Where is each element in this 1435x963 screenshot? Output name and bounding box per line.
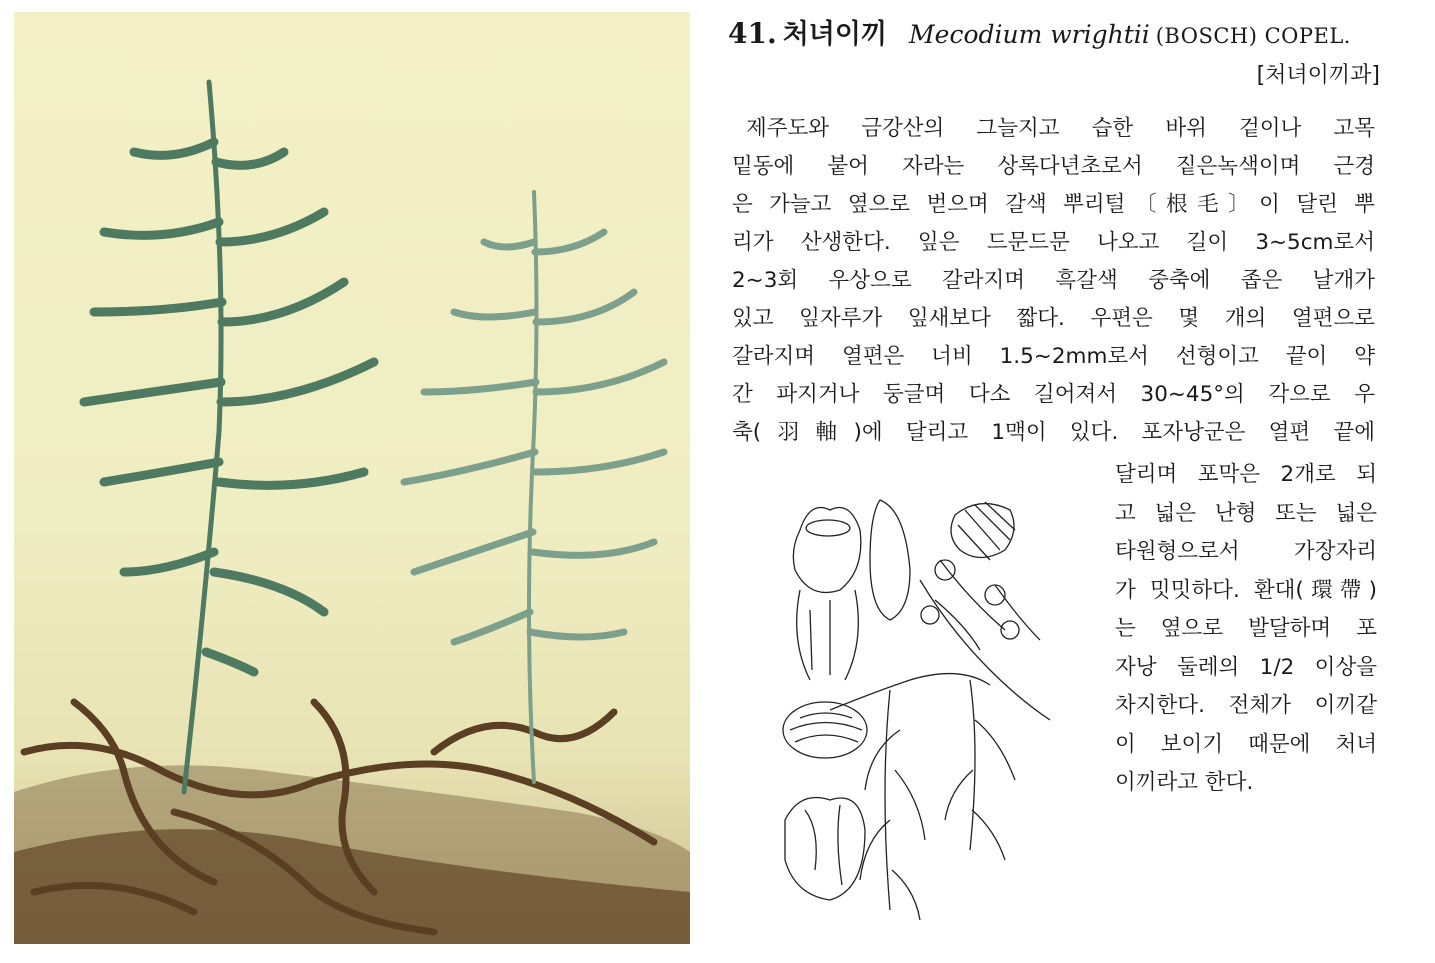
description-line: 제주도와 금강산의 그늘지고 습한 바위 겉이나 고목 xyxy=(746,116,1375,141)
side-line: 이끼라고 한다. xyxy=(1115,770,1254,795)
description-line: 2~3회 우상으로 갈라지며 흑갈색 중축에 좁은 날개가 xyxy=(732,268,1375,293)
side-line: 달리며 포막은 2개로 되 xyxy=(1115,462,1377,487)
description-line: 은 가늘고 옆으로 벋으며 갈색 뿌리털〔根毛〕이 달린 뿌 xyxy=(732,192,1375,217)
side-line: 가 밋밋하다. 환대(環帶) xyxy=(1115,577,1377,603)
description-line: 간 파지거나 둥글며 다소 길어져서 30~45°의 각으로 우 xyxy=(732,382,1375,407)
description-line: 갈라지며 열편은 너비 1.5~2mm로서 선형이고 끝이 약 xyxy=(732,344,1375,369)
specimen-photo xyxy=(14,12,690,944)
side-line: 자낭 둘레의 1/2 이상을 xyxy=(1115,654,1377,680)
description-continued xyxy=(1115,456,1377,803)
side-line: 타원형으로서 가장자리 xyxy=(1115,539,1377,564)
side-line: 고 넓은 난형 또는 넓은 xyxy=(1115,500,1377,526)
scientific-name: Mecodium wrightii xyxy=(909,20,1150,49)
fern-specimen-icon xyxy=(14,12,690,944)
botanical-drawing-icon xyxy=(770,490,1100,950)
family-name: [처녀이끼과] xyxy=(1256,63,1380,88)
entry-header xyxy=(728,12,1388,52)
author-citation: (BOSCH) COPEL. xyxy=(1155,24,1351,48)
description-line: 축(羽軸)에 달리고 1맥이 있다. 포자낭군은 열편 끝에 xyxy=(732,420,1375,445)
side-line: 이 보이기 때문에 처녀 xyxy=(1115,731,1377,757)
description-text xyxy=(732,110,1375,452)
description-line: 밑동에 붙어 자라는 상록다년초로서 짙은녹색이며 근경 xyxy=(732,154,1375,179)
description-line: 있고 잎자루가 잎새보다 짧다. 우편은 몇 개의 열편으로 xyxy=(732,306,1375,331)
side-line: 는 옆으로 발달하며 포 xyxy=(1115,616,1377,641)
description-line: 리가 산생한다. 잎은 드문드문 나오고 길이 3~5cm로서 xyxy=(732,230,1375,255)
entry-number: 41. xyxy=(728,17,777,50)
side-line: 차지한다. 전체가 이끼같 xyxy=(1115,693,1377,718)
korean-name: 처녀이끼 xyxy=(782,19,888,50)
